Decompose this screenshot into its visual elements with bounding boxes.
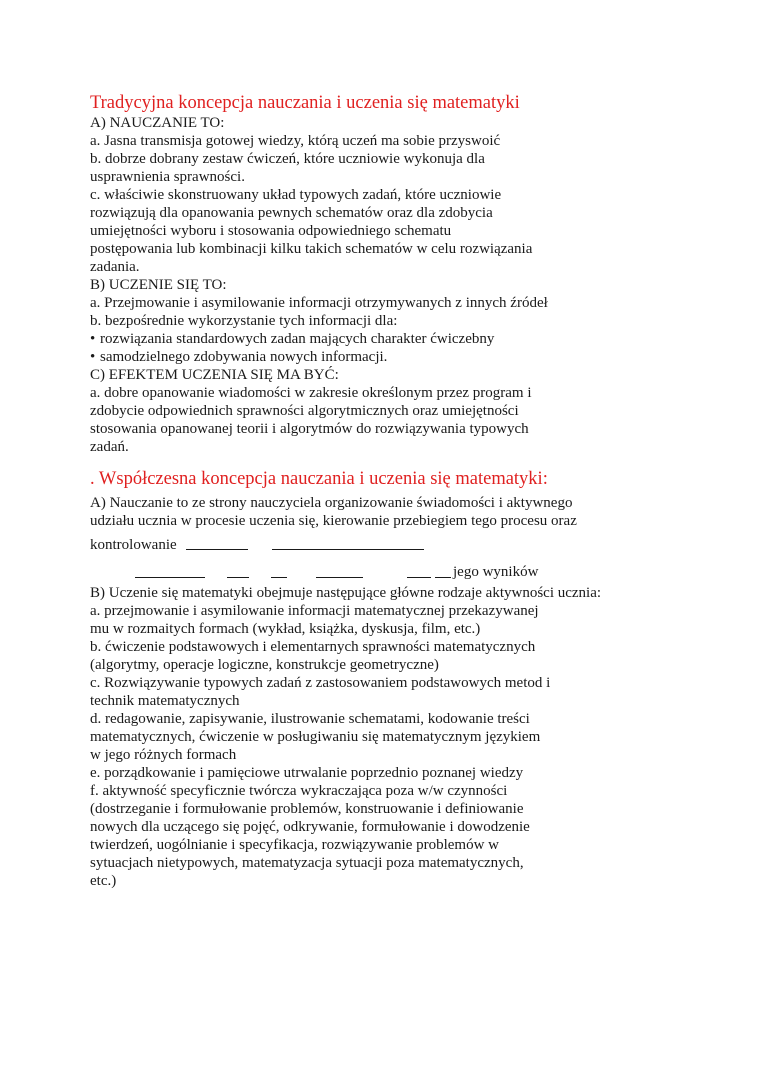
section1-line: a. Jasna transmisja gotowej wiedzy, którą uczeń ma sobie przyswoić bbox=[90, 133, 501, 149]
section2-line: jego wyników bbox=[453, 564, 539, 580]
section2-line: (dostrzeganie i formułowanie problemów, konstruowanie i definiowanie bbox=[90, 801, 524, 817]
bullet-text: samodzielnego zdobywania nowych informacji. bbox=[100, 349, 388, 365]
fill-blank bbox=[272, 549, 424, 550]
bullet-icon: • bbox=[90, 349, 96, 365]
section2-line: b. ćwiczenie podstawowych i elementarnych sprawności matematycznych bbox=[90, 639, 536, 655]
section1-line: a. dobre opanowanie wiadomości w zakresie określonym przez program i bbox=[90, 385, 532, 401]
section2-line: (algorytmy, operacje logiczne, konstrukcje geometryczne) bbox=[90, 657, 439, 673]
fill-blank bbox=[227, 577, 249, 578]
section2-title: . Współczesna koncepcja nauczania i uczenia się matematyki: bbox=[90, 469, 548, 489]
section1-line: postępowania lub kombinacji kilku takich schematów w celu rozwiązania bbox=[90, 241, 533, 257]
section2-line: B) Uczenie się matematyki obejmuje następujące główne rodzaje aktywności ucznia: bbox=[90, 585, 602, 601]
section2-line: technik matematycznych bbox=[90, 693, 240, 709]
section1-line: zadania. bbox=[90, 259, 140, 275]
section1-line: b. bezpośrednie wykorzystanie tych informacji dla: bbox=[90, 313, 398, 329]
section2-line: mu w rozmaitych formach (wykład, książka, dyskusja, film, etc.) bbox=[90, 621, 481, 637]
section2-line: sytuacjach nietypowych, matematyzacja sytuacji poza matematycznych, bbox=[90, 855, 524, 871]
section1-line: b. dobrze dobrany zestaw ćwiczeń, które uczniowie wykonuja dla bbox=[90, 151, 485, 167]
section2-line: kontrolowanie bbox=[90, 537, 177, 553]
section2-line: udziału ucznia w procesie uczenia się, kierowanie przebiegiem tego procesu oraz bbox=[90, 513, 577, 529]
bullet-item bbox=[90, 348, 387, 366]
section1-line: rozwiązują dla opanowania pewnych schematów oraz dla zdobycia bbox=[90, 205, 493, 221]
section2-line: A) Nauczanie to ze strony nauczyciela organizowanie świadomości i aktywnego bbox=[90, 495, 573, 511]
fill-blank bbox=[186, 549, 248, 550]
fill-blank bbox=[316, 577, 363, 578]
section2-line: f. aktywność specyficznie twórcza wykraczająca poza w/w czynności bbox=[90, 783, 508, 799]
bullet-item bbox=[90, 330, 494, 348]
section2-line: d. redagowanie, zapisywanie, ilustrowanie schematami, kodowanie treści bbox=[90, 711, 530, 727]
bullet-text: rozwiązania standardowych zadan mających charakter ćwiczebny bbox=[100, 331, 495, 347]
section1-line: umiejętności wyboru i stosowania odpowiedniego schematu bbox=[90, 223, 452, 239]
section1-line: A) NAUCZANIE TO: bbox=[90, 115, 225, 131]
fill-blank bbox=[271, 577, 287, 578]
fill-blank bbox=[435, 577, 451, 578]
fill-blank bbox=[135, 577, 205, 578]
section2-line: w jego różnych formach bbox=[90, 747, 237, 763]
section2-line: e. porządkowanie i pamięciowe utrwalanie poprzednio poznanej wiedzy bbox=[90, 765, 524, 781]
section2-line: a. przejmowanie i asymilowanie informacji matematycznej przekazywanej bbox=[90, 603, 539, 619]
section1-title: Tradycyjna koncepcja nauczania i uczenia się matematyki bbox=[90, 93, 520, 113]
section1-line: B) UCZENIE SIĘ TO: bbox=[90, 277, 227, 293]
section1-line: C) EFEKTEM UCZENIA SIĘ MA BYĆ: bbox=[90, 367, 339, 383]
section1-line: zadań. bbox=[90, 439, 129, 455]
section2-line: matematycznych, ćwiczenie w posługiwaniu się matematycznym językiem bbox=[90, 729, 541, 745]
section2-line: twierdzeń, uogólnianie i specyfikacja, rozwiązywanie problemów w bbox=[90, 837, 500, 853]
section1-line: stosowania opanowanej teorii i algorytmów do rozwiązywania typowych bbox=[90, 421, 529, 437]
fill-blank bbox=[407, 577, 431, 578]
bullet-icon: • bbox=[90, 331, 96, 347]
section1-line: usprawnienia sprawności. bbox=[90, 169, 245, 185]
section2-line: nowych dla uczącego się pojęć, odkrywanie, formułowanie i dowodzenie bbox=[90, 819, 530, 835]
section2-line: etc.) bbox=[90, 873, 117, 889]
section1-line: zdobycie odpowiednich sprawności algorytmicznych oraz umiejętności bbox=[90, 403, 519, 419]
section1-line: c. właściwie skonstruowany układ typowych zadań, które uczniowie bbox=[90, 187, 502, 203]
section2-line: c. Rozwiązywanie typowych zadań z zastosowaniem podstawowych metod i bbox=[90, 675, 551, 691]
section1-line: a. Przejmowanie i asymilowanie informacji otrzymywanych z innych źródeł bbox=[90, 295, 548, 311]
